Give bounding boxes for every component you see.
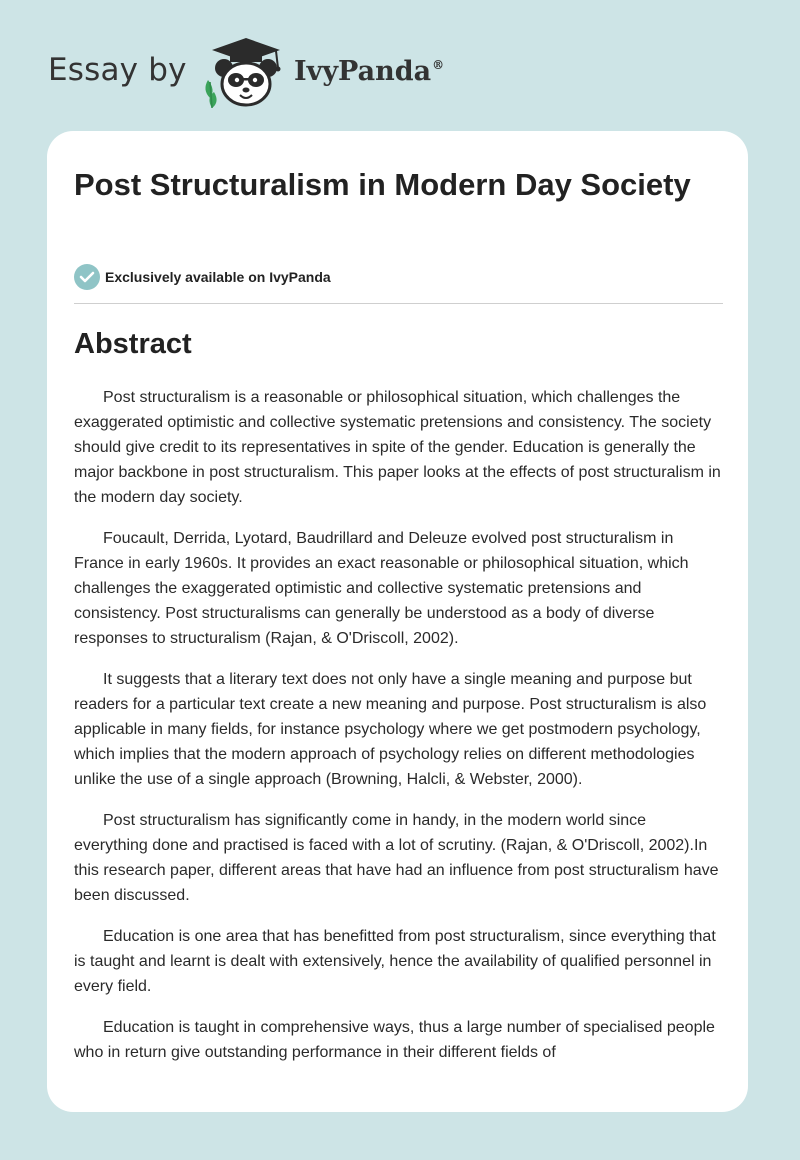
check-icon <box>74 264 100 290</box>
paragraph: Education is one area that has benefitted from post structuralism, since everything that is taught and learnt is dealt with extensively, hence the availability of qualified personnel in every field. <box>74 928 716 995</box>
exclusive-badge <box>74 264 331 290</box>
page-title: Post Structuralism in Modern Day Society <box>74 167 691 202</box>
paragraph: Education is taught in comprehensive ways, thus a large number of specialised people who in return give outstanding performance in their different fields of <box>74 1019 715 1061</box>
registered-mark: ® <box>432 58 445 72</box>
essay-by-label: Essay by <box>48 52 187 88</box>
badge-label: Exclusively available on IvyPanda <box>105 269 331 285</box>
site-header <box>48 34 748 114</box>
divider <box>74 303 723 304</box>
paragraph: It suggests that a literary text does not only have a single meaning and purpose but readers for a particular text create a new meaning and purpose. Post structuralism is also applicable in many fields, for instance psychology where we get postmodern psychology, which implies that the modern approach of psychology relies on different methodologies unlike the use of a single approach (Browning, Halcli, & Webster, 2000). <box>74 671 707 788</box>
paragraph: Foucault, Derrida, Lyotard, Baudrillard and Deleuze evolved post structuralism in France in early 1960s. It provides an exact reasonable or philosophical situation, which challenges the exaggerated optimistic and collective systematic pretensions and consistency. Post structuralisms can generally be understood as a body of diverse responses to structuralism (Rajan, & O'Driscoll, 2002). <box>74 530 689 647</box>
section-heading-abstract: Abstract <box>74 328 192 360</box>
brand-name[interactable] <box>294 56 444 87</box>
paragraph: Post structuralism is a reasonable or philosophical situation, which challenges the exaggerated optimistic and collective systematic pretensions and consistency. The society should give credit to its representatives in spite of the gender. Education is generally the major backbone in post structuralism. This paper looks at the effects of post structuralism in the modern day society. <box>74 389 721 506</box>
panda-logo-icon[interactable] <box>200 34 288 110</box>
essay-card <box>47 131 748 1112</box>
paragraph: Post structuralism has significantly come in handy, in the modern world since everything done and practised is faced with a lot of scrutiny. (Rajan, & O'Driscoll, 2002).In this research paper, different areas that have had an influence from post structuralism have been discussed. <box>74 812 719 904</box>
essay-body <box>74 385 724 1081</box>
brand-label: IvyPanda <box>294 56 432 87</box>
